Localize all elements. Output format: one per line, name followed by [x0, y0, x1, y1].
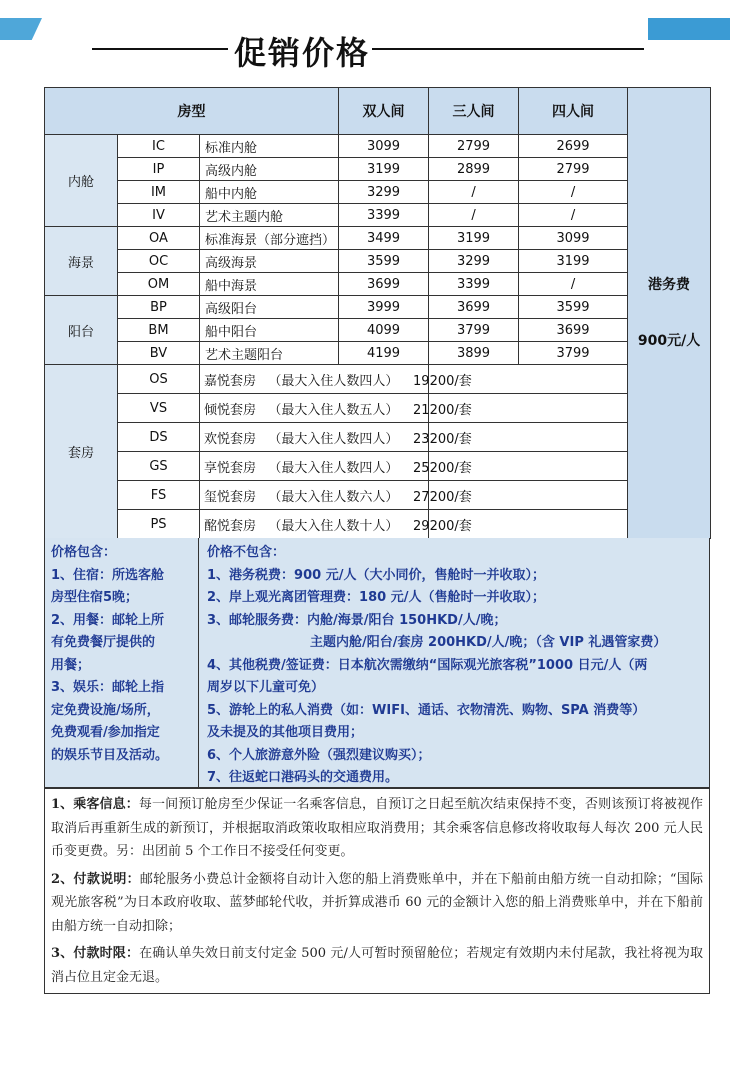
excludes-line: 2、岸上观光离团管理费：180 元/人（售舱时一并收取）； [207, 590, 545, 605]
table-row [45, 135, 711, 158]
suite-name: 嘉悦套房 （最大入住人数四人） [200, 365, 429, 394]
note-paragraph [51, 942, 703, 989]
note-label: 3、付款时限： [51, 946, 140, 961]
category-cell: 内舱 [45, 135, 118, 227]
room-code: IM [118, 181, 200, 204]
excludes-line: 周岁以下儿童可免） [207, 680, 325, 695]
includes-line: 定免费设施/场所， [51, 702, 160, 718]
suite-name: 酩悦套房 （最大入住人数十人） [200, 510, 429, 539]
price-triple: 3699 [429, 296, 519, 319]
room-code: GS [118, 452, 200, 481]
room-code: BP [118, 296, 200, 319]
header-quad: 四人间 [519, 88, 628, 135]
header-double: 双人间 [339, 88, 429, 135]
includes-line: 有免费餐厅提供的 [51, 635, 156, 650]
excludes-line: 4、其他税费/签证费：日本航次需缴纳“国际观光旅客税”1000 日元/人（两 [207, 657, 648, 673]
price-triple: 3299 [429, 250, 519, 273]
title-line-right [372, 48, 644, 50]
price-table [44, 87, 711, 539]
excludes-line: 主题内舱/阳台/套房 200HKD/人/晚；（含 VIP 礼遇管家费） [310, 635, 667, 650]
suite-price: 29200/套 [429, 510, 628, 539]
page-title: 促销价格 [234, 34, 371, 72]
room-name: 艺术主题内舱 [200, 204, 339, 227]
price-quad: 3799 [519, 342, 628, 365]
port-fee-label: 港务费 [648, 277, 691, 293]
room-name: 标准内舱 [200, 135, 339, 158]
includes-line: 的娱乐节目及活动。 [51, 747, 169, 763]
price-quad: 3599 [519, 296, 628, 319]
header-triple: 三人间 [429, 88, 519, 135]
price-triple: 3399 [429, 273, 519, 296]
table-row [45, 452, 711, 481]
category-cell: 套房 [45, 365, 118, 539]
price-quad: 2799 [519, 158, 628, 181]
includes-line: 房型住宿5晚； [51, 590, 139, 605]
price-quad: / [519, 273, 628, 296]
price-triple: / [429, 204, 519, 227]
room-name: 艺术主题阳台 [200, 342, 339, 365]
note-text: 在确认单失效日前支付定金 500 元/人可暂时预留舱位；若规定有效期内未付尾款，我社将视为取消占位且定金无退。 [51, 946, 703, 985]
note-text: 邮轮服务小费总计金额将自动计入您的船上消费账单中，并在下船前由船方统一自动扣除；“国际观光旅客税”为日本政府收取、蓝梦邮轮代收，并折算成港币 60 元的金额计入您的船上消费账单中，并在下船前由船方统一自动扣除； [51, 871, 703, 934]
room-code: OA [118, 227, 200, 250]
room-code: BV [118, 342, 200, 365]
excludes-line: 5、游轮上的私人消费（如：WIFI、通话、衣物清洗、购物、SPA 消费等） [207, 702, 646, 718]
room-code: IC [118, 135, 200, 158]
table-row [45, 181, 711, 204]
price-quad: / [519, 204, 628, 227]
table-row [45, 394, 711, 423]
table-row [45, 319, 711, 342]
price-includes [45, 538, 199, 787]
note-text: 每一间预订舱房至少保证一名乘客信息，自预订之日起至航次结束保持不变，否则该预订将被视作取消后再重新生成的新预订，并根据取消政策收取相应取消费用；其余乘客信息修改将收取每人每次 200 元人民币变更费。另：出团前 5 个工作日不接受任何变更。 [51, 797, 703, 859]
table-row [45, 481, 711, 510]
price-triple: / [429, 181, 519, 204]
suite-price: 21200/套 [429, 394, 628, 423]
table-header-row [45, 88, 711, 135]
table-row [45, 158, 711, 181]
excludes-line: 1、港务税费：900 元/人（大小同价，售舱时一并收取）； [207, 567, 545, 583]
includes-line: 用餐； [51, 657, 91, 673]
price-quad: 2699 [519, 135, 628, 158]
note-paragraph [51, 793, 703, 864]
room-name: 高级海景 [200, 250, 339, 273]
page-header [0, 28, 730, 72]
price-double: 3399 [339, 204, 429, 227]
table-row [45, 423, 711, 452]
includes-line: 2、用餐：邮轮上所 [51, 612, 165, 628]
suite-name: 欢悦套房 （最大入住人数四人） [200, 423, 429, 452]
price-triple: 2899 [429, 158, 519, 181]
room-name: 标准海景（部分遮挡） [200, 227, 339, 250]
excludes-line: 价格不包含： [207, 545, 286, 560]
category-cell: 阳台 [45, 296, 118, 365]
suite-price: 27200/套 [429, 481, 628, 510]
includes-line: 1、住宿：所选客舱 [51, 567, 165, 583]
table-row [45, 250, 711, 273]
room-code: FS [118, 481, 200, 510]
price-quad: / [519, 181, 628, 204]
suite-price: 19200/套 [429, 365, 628, 394]
table-row [45, 296, 711, 319]
price-double: 4099 [339, 319, 429, 342]
table-row [45, 342, 711, 365]
excludes-line: 7、往返蛇口港码头的交通费用。 [207, 770, 399, 785]
price-double: 3299 [339, 181, 429, 204]
table-row [45, 273, 711, 296]
price-double: 3499 [339, 227, 429, 250]
title-line-left [92, 48, 228, 50]
price-triple: 3899 [429, 342, 519, 365]
suite-price: 23200/套 [429, 423, 628, 452]
price-double: 3699 [339, 273, 429, 296]
price-double: 3599 [339, 250, 429, 273]
price-quad: 3699 [519, 319, 628, 342]
note-label: 1、乘客信息： [51, 797, 139, 812]
room-name: 高级阳台 [200, 296, 339, 319]
price-triple: 3199 [429, 227, 519, 250]
room-code: DS [118, 423, 200, 452]
price-quad: 3199 [519, 250, 628, 273]
room-code: VS [118, 394, 200, 423]
table-row [45, 365, 711, 394]
table-row [45, 510, 711, 539]
price-triple: 3799 [429, 319, 519, 342]
room-code: PS [118, 510, 200, 539]
room-name: 船中阳台 [200, 319, 339, 342]
header-room-type: 房型 [45, 88, 339, 135]
price-double: 3999 [339, 296, 429, 319]
price-quad: 3099 [519, 227, 628, 250]
price-double: 3199 [339, 158, 429, 181]
suite-name: 享悦套房 （最大入住人数四人） [200, 452, 429, 481]
room-name: 船中海景 [200, 273, 339, 296]
suite-name: 倾悦套房 （最大入住人数五人） [200, 394, 429, 423]
port-fee-value: 900元/人 [637, 333, 701, 349]
room-name: 船中内舱 [200, 181, 339, 204]
excludes-line: 6、个人旅游意外险（强烈建议购买）； [207, 747, 431, 763]
port-fee-cell [628, 88, 711, 539]
price-excludes [199, 538, 709, 795]
excludes-line: 3、邮轮服务费：内舱/海景/阳台 150HKD/人/晚； [207, 612, 507, 628]
room-code: OM [118, 273, 200, 296]
room-code: IP [118, 158, 200, 181]
notes-box [44, 788, 710, 994]
table-row [45, 227, 711, 250]
note-label: 2、付款说明： [51, 871, 140, 887]
room-name: 高级内舱 [200, 158, 339, 181]
room-code: BM [118, 319, 200, 342]
includes-line: 3、娱乐：邮轮上指 [51, 680, 165, 695]
room-code: IV [118, 204, 200, 227]
includes-line: 免费观看/参加指定 [51, 725, 160, 740]
suite-name: 玺悦套房 （最大入住人数六人） [200, 481, 429, 510]
inclusions-box [44, 538, 710, 788]
includes-line: 价格包含： [51, 545, 117, 560]
price-double: 4199 [339, 342, 429, 365]
price-double: 3099 [339, 135, 429, 158]
excludes-line: 及未提及的其他项目费用； [207, 725, 364, 740]
room-code: OC [118, 250, 200, 273]
suite-price: 25200/套 [429, 452, 628, 481]
room-code: OS [118, 365, 200, 394]
price-triple: 2799 [429, 135, 519, 158]
category-cell: 海景 [45, 227, 118, 296]
table-row [45, 204, 711, 227]
note-paragraph [51, 868, 703, 939]
